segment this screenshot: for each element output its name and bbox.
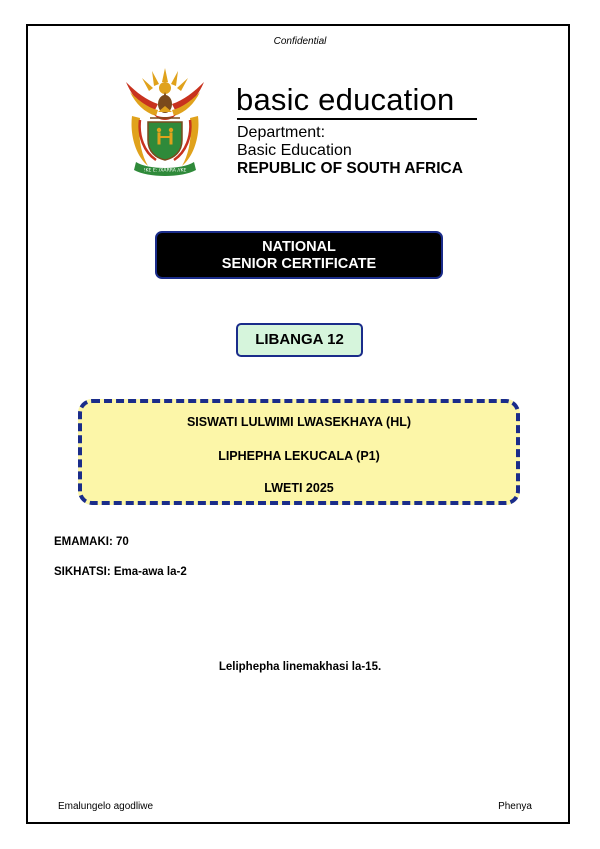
paper-number: LIPHEPHA LEKUCALA (P1) xyxy=(218,449,380,463)
brand-underline xyxy=(237,118,477,120)
brand-title: basic education xyxy=(236,82,455,117)
coat-of-arms-icon xyxy=(118,62,212,184)
department-label: Department: xyxy=(237,124,326,141)
certificate-line-1: NATIONAL xyxy=(262,239,336,255)
marks-info: EMAMAKI: 70 xyxy=(54,536,129,548)
confidential-label: Confidential xyxy=(273,36,327,47)
turn-over-footer: Phenya xyxy=(498,801,532,812)
exam-session: LWETI 2025 xyxy=(264,481,334,495)
time-info: SIKHATSI: Ema-awa la-2 xyxy=(54,566,187,578)
page-count-note: Leliphepha linemakhasi la-15. xyxy=(218,661,382,673)
brand-block xyxy=(236,82,454,118)
grade-label: LIBANGA 12 xyxy=(236,323,363,357)
copyright-footer: Emalungelo agodliwe xyxy=(58,801,154,812)
department-block xyxy=(237,124,463,178)
subject-box xyxy=(78,399,520,505)
certificate-line-2: SENIOR CERTIFICATE xyxy=(221,256,377,272)
department-name: Basic Education xyxy=(237,142,352,159)
country-name: REPUBLIC OF SOUTH AFRICA xyxy=(237,160,463,177)
subject-name: SISWATI LULWIMI LWASEKHAYA (HL) xyxy=(186,415,412,429)
svg-text:!KE E: /XARRA //KE: !KE E: /XARRA //KE xyxy=(143,168,187,174)
certificate-banner xyxy=(155,231,443,279)
